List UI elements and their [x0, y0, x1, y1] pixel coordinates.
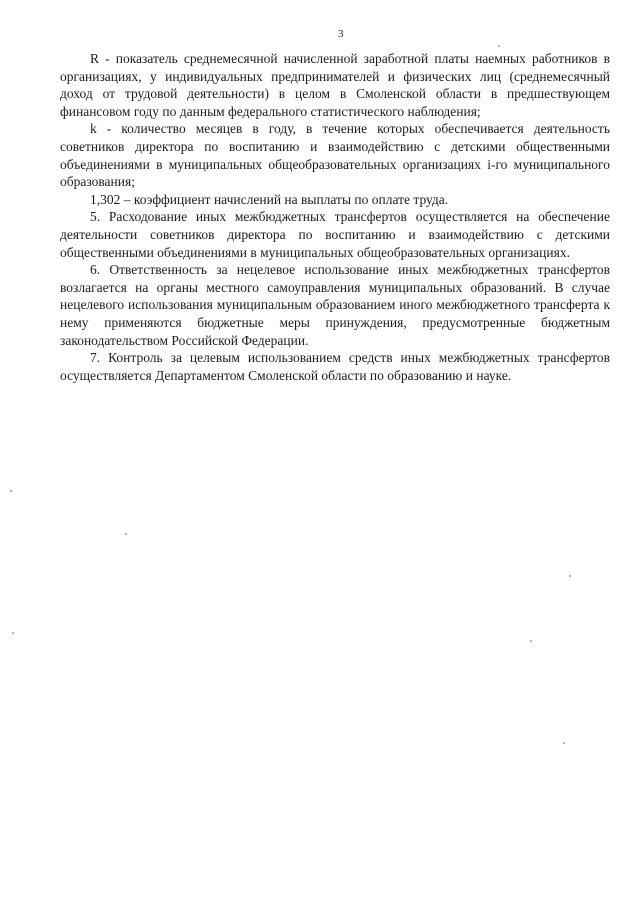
- scan-speck: [498, 45, 500, 47]
- paragraph-item-7: 7. Контроль за целевым использованием средств иных межбюджетных трансфертов осуществляется Департаментом Смоленской области по образованию и науке.: [60, 350, 610, 383]
- paragraph-item-5: 5. Расходование иных межбюджетных трансфертов осуществляется на обеспечение деятельности советников директора по воспитанию и взаимодействию с детскими общественными объединениями в муниципальных общеобразовательных организациях.: [60, 209, 610, 260]
- scan-speck: [10, 490, 12, 492]
- scan-speck: [125, 533, 127, 535]
- document-body: [60, 50, 610, 384]
- paragraph-item-6: 6. Ответственность за нецелевое использование иных межбюджетных трансфертов возлагается на органы местного самоуправления муниципальных образований. В случае нецелевого использования муниципальным образованием иного межбюджетного трансферта к нему применяются бюджетные меры принуждения, предусмотренные бюджетным законодательством Российской Федерации.: [60, 262, 610, 348]
- paragraph-coefficient: 1,302 – коэффициент начислений на выплаты по оплате труда.: [90, 191, 449, 207]
- page-number: 3: [338, 28, 344, 40]
- scan-speck: [569, 575, 571, 577]
- paragraph-r-definition: R - показатель среднемесячной начисленной заработной платы наемных работников в организациях, у индивидуальных предпринимателей и физических лиц (среднемесячный доход от трудовой деятельности) в целом в Смоленской области в предшествующем финансовом году по данным федерального статистического наблюдения;: [60, 51, 610, 119]
- paragraph-k-definition: k - количество месяцев в году, в течение которых обеспечивается деятельность советников директора по воспитанию и взаимодействию с детскими общественными объединениями в муниципальных общеобразовательных организациях i-го муниципального образования;: [60, 121, 610, 190]
- scan-speck: [12, 632, 14, 634]
- scan-speck: [563, 742, 565, 744]
- scan-speck: [530, 640, 532, 642]
